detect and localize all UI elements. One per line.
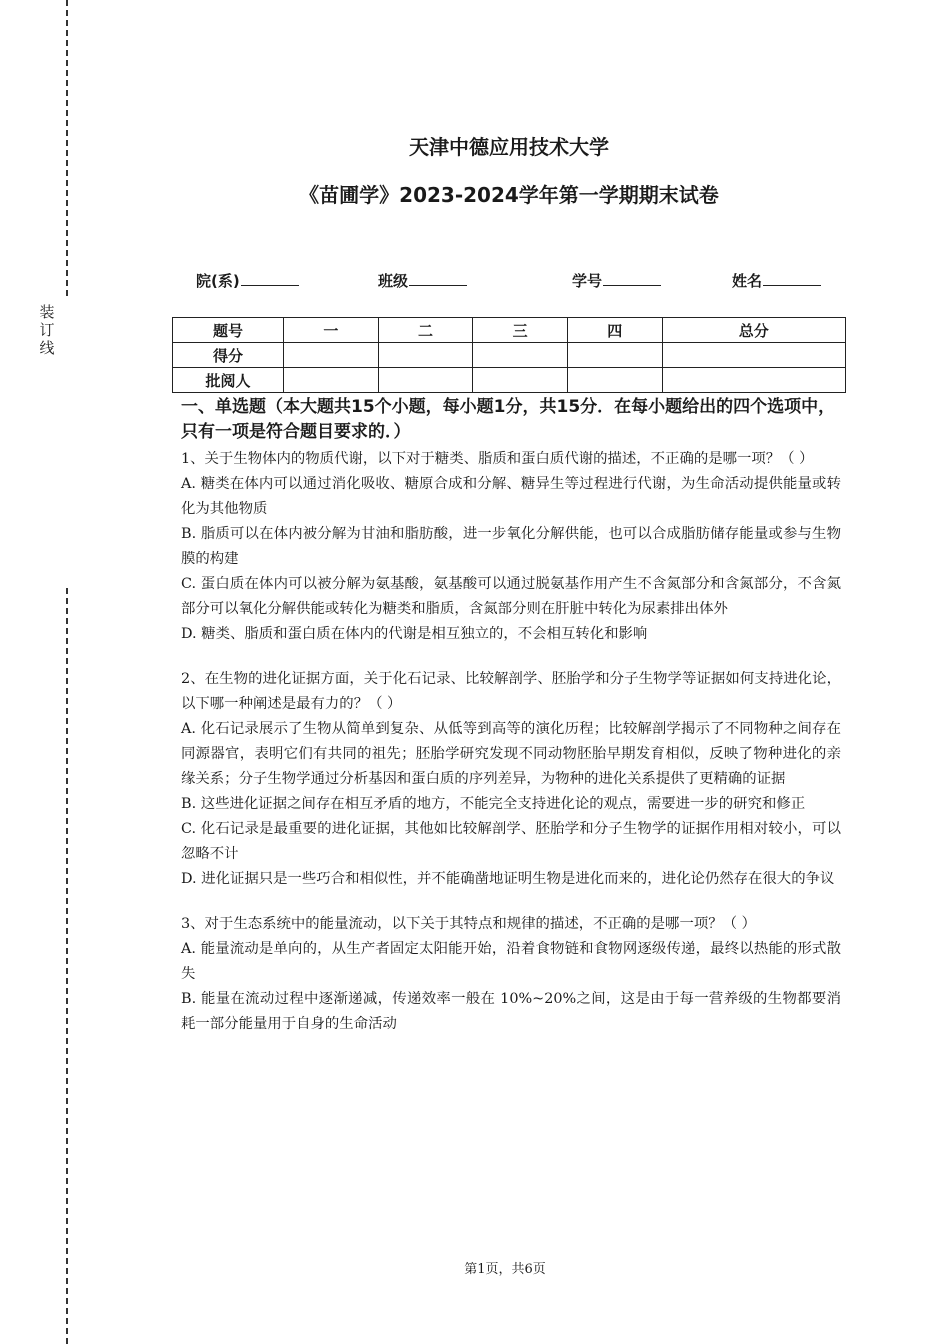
score-cell[interactable] (473, 368, 568, 393)
info-blank[interactable] (241, 269, 299, 286)
info-label: 学号 (572, 272, 603, 290)
score-header-cell: 题号 (173, 318, 284, 343)
score-table (172, 317, 846, 393)
exam-title: 《苗圃学》2023-2024学年第一学期期末试卷 (299, 183, 719, 207)
score-cell[interactable] (284, 368, 379, 393)
score-header-cell: 四 (567, 318, 662, 343)
info-label: 院(系) (196, 272, 240, 290)
binding-line-bottom (66, 588, 68, 1344)
question-1 (181, 447, 841, 647)
score-table-row-score (173, 343, 846, 368)
binding-label (37, 303, 57, 357)
info-field-department (196, 269, 299, 291)
university-title: 天津中德应用技术大学 (409, 135, 609, 159)
score-header-cell: 二 (378, 318, 473, 343)
info-blank[interactable] (603, 269, 661, 286)
score-cell[interactable] (473, 343, 568, 368)
info-field-class (378, 269, 467, 291)
option-d: D. 进化证据只是一些巧合和相似性，并不能确凿地证明生物是进化而来的，进化论仍然存在很大的争议 (181, 871, 835, 887)
score-header-cell: 三 (473, 318, 568, 343)
question-3 (181, 912, 841, 1037)
option-d: D. 糖类、脂质和蛋白质在体内的代谢是相互独立的，不会相互转化和影响 (181, 626, 648, 642)
score-header-cell: 一 (284, 318, 379, 343)
info-label: 姓名 (732, 272, 763, 290)
info-label: 班级 (378, 272, 409, 290)
info-blank[interactable] (763, 269, 821, 286)
option-b: B. 脂质可以在体内被分解为甘油和脂肪酸，进一步氧化分解供能，也可以合成脂肪储存能量或参与生物膜的构建 (181, 526, 841, 567)
binding-char: 装 (39, 303, 55, 321)
score-table-row-grader (173, 368, 846, 393)
binding-char: 订 (39, 321, 55, 339)
score-cell[interactable] (378, 368, 473, 393)
option-b: B. 能量在流动过程中逐渐递减，传递效率一般在 10%~20%之间，这是由于每一营养级的生物都要消耗一部分能量用于自身的生命活动 (181, 991, 841, 1032)
score-cell[interactable] (378, 343, 473, 368)
exam-content (181, 395, 841, 1037)
question-gap (181, 647, 841, 667)
question-gap (181, 892, 841, 912)
score-header-cell: 总分 (662, 318, 845, 343)
page-footer: 第1页，共6页 (464, 1262, 546, 1277)
score-cell[interactable] (662, 343, 845, 368)
question-stem: 2、在生物的进化证据方面，关于化石记录、比较解剖学、胚胎学和分子生物学等证据如何支持进化论，以下哪一种阐述是最有力的？（ ） (181, 671, 841, 712)
question-stem: 3、对于生态系统中的能量流动，以下关于其特点和规律的描述，不正确的是哪一项？（ ） (181, 916, 756, 932)
info-blank[interactable] (409, 269, 467, 286)
score-cell[interactable] (284, 343, 379, 368)
score-table-header-row (173, 318, 846, 343)
option-a: A. 糖类在体内可以通过消化吸收、糖原合成和分解、糖异生等过程进行代谢，为生命活动提供能量或转化为其他物质 (181, 476, 841, 517)
option-c: C. 蛋白质在体内可以被分解为氨基酸，氨基酸可以通过脱氨基作用产生不含氮部分和含氮部分，不含氮部分可以氧化分解供能或转化为糖类和脂质，含氮部分则在肝脏中转化为尿素排出体外 (181, 576, 841, 617)
score-row-label: 得分 (173, 343, 284, 368)
option-a: A. 能量流动是单向的，从生产者固定太阳能开始，沿着食物链和食物网逐级传递，最终以热能的形式散失 (181, 941, 841, 982)
score-cell[interactable] (567, 368, 662, 393)
info-field-name (732, 269, 821, 291)
option-b: B. 这些进化证据之间存在相互矛盾的地方，不能完全支持进化论的观点，需要进一步的研究和修正 (181, 796, 806, 812)
section-heading: 一、单选题（本大题共15个小题，每小题1分，共15分．在每小题给出的四个选项中，只有一项是符合题目要求的．） (181, 397, 836, 442)
info-field-student-id (572, 269, 661, 291)
student-info-row (0, 269, 950, 293)
option-a: A. 化石记录展示了生物从简单到复杂、从低等到高等的演化历程；比较解剖学揭示了不同物种之间存在同源器官，表明它们有共同的祖先；胚胎学研究发现不同动物胚胎早期发育相似，反映了物种进化的亲缘关系；分子生物学通过分析基因和蛋白质的序列差异，为物种的进化关系提供了更精确的证据 (181, 721, 841, 787)
score-row-label: 批阅人 (173, 368, 284, 393)
question-stem: 1、关于生物体内的物质代谢，以下对于糖类、脂质和蛋白质代谢的描述，不正确的是哪一项？（ ） (181, 451, 814, 467)
binding-char: 线 (39, 339, 55, 357)
score-cell[interactable] (662, 368, 845, 393)
question-2 (181, 667, 841, 892)
score-cell[interactable] (567, 343, 662, 368)
option-c: C. 化石记录是最重要的进化证据，其他如比较解剖学、胚胎学和分子生物学的证据作用相对较小，可以忽略不计 (181, 821, 841, 862)
